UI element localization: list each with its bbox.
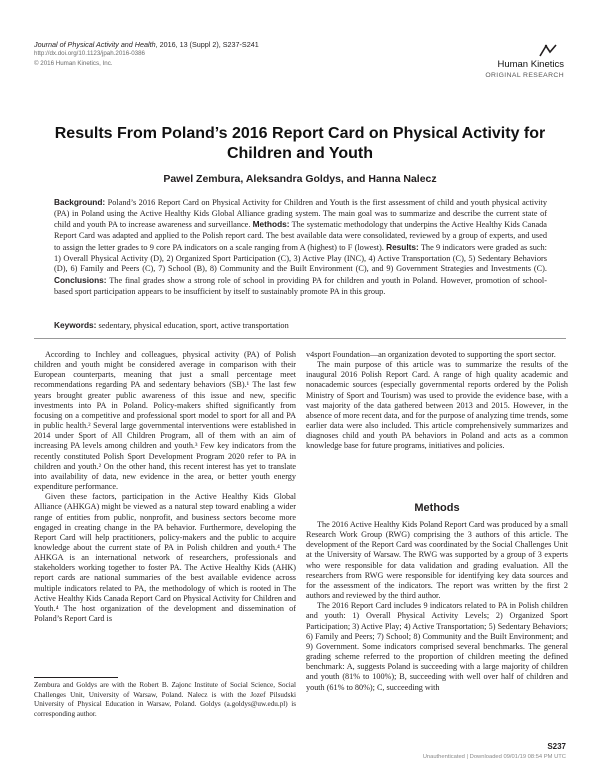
journal-name: Journal of Physical Activity and Health — [34, 40, 156, 49]
article-type: ORIGINAL RESEARCH — [485, 72, 564, 79]
abstract-results-label: Results: — [386, 241, 419, 252]
body-paragraph: The main purpose of this article was to summarize the results of the inaugural 2016 Polish Report Card. A range of high quality academic and nonacademic sources (especially governmental reports ordered by the Polish Ministry of Sport and Tourism) was used to provide the evidence base, with a vast majority of the data gathered between 2013 and 2015. However, in the absence of more recent data, and for the purpose of analyzing time trends, some earlier data were also included. This article comprehensively summarizes and diagnoses child and youth PA behaviors in Poland and acts as a common knowledge base for future programs, initiatives and policies. — [306, 360, 568, 451]
abstract-background-label: Background: — [54, 197, 106, 207]
abstract-methods: The systematic methodology that underpins the Active Healthy Kids Canada Report Card was adapted and applied to the Polish report card. The best available data were consolidated, reviewed by a group of experts, and used to assign the letter grades to 9 core PA indicators on a scale ranging from A (highest) to F (lowest). — [54, 220, 547, 252]
keywords-text: sedentary, physical education, sport, active transportation — [96, 321, 289, 330]
download-watermark: Unauthenticated | Downloaded 09/01/19 08:54 PM UTC — [422, 754, 566, 760]
abstract-background: Poland’s 2016 Report Card on Physical Activity for Children and Youth is the first assessment of child and youth physical activity (PA) in Poland using the Active Healthy Kids Global Alliance grading system. The main goal was to summarize and describe the current state of child and youth PA to increase awareness and surveillance. — [54, 198, 547, 230]
body-paragraph: Given these factors, participation in the Active Healthy Kids Global Alliance (AHKGA) might be viewed as a natural step toward enabling a wider range of entities from public, nonprofit, and business sectors become more engaged in creating change in the PA behavior. Furthermore, developing the Report Card will help practitioners, policy-makers and the public to acquire knowledge about the current state of PA in Polish children and youth.⁴ The AHKGA is an international network of researchers, professionals and stakeholders working together to foster PA. The Active Healthy Kids (AHK) report cards are national summaries of the best available evidence across multiple indicators related to PA, the methodology of which is rooted in The Active Healthy Kids Canada Report Card on Physical Activity for Children and Youth.⁴ The host organization of the development and dissemination of Poland’s Report Card is — [34, 492, 296, 624]
abstract-conclusions-label: Conclusions: — [54, 274, 107, 285]
section-divider — [34, 338, 566, 339]
keywords — [54, 320, 289, 330]
article-title: Results From Poland’s 2016 Report Card on Physical Activity for Children and Youth — [54, 125, 546, 162]
publisher-name: Human Kinetics — [497, 59, 564, 70]
body-paragraph: The 2016 Report Card includes 9 indicators related to PA in Polish children and youth: 1) Overall Physical Activity Levels; 2) Organized Sport Participation; 3) Active Play; 4) Active Transportation; 5) Sedentary Behaviors; 6) Family and Peers; 7) School; 8) Community and the Built Environment; and 9) Government. Some indicators comprised several benchmarks. The general grading scheme referred to the proportion of children meeting the defined benchmark: A, suggests Poland is succeeding with a large majority of children and youth (81% to 100%); B, succeeding with well over half of children and youth (61% to 80%); C, succeeding with — [306, 601, 568, 692]
doi-link[interactable]: http://dx.doi.org/10.1123/jpah.2016-0386 — [34, 50, 146, 57]
journal-citation — [34, 40, 259, 49]
abstract-methods-label: Methods: — [252, 219, 290, 230]
page-number: S237 — [547, 742, 566, 751]
abstract-conclusions: The final grades show a strong role of school in providing PA for children and youth in Poland. However, promotion of school-based sport participation appears to be insufficient by itself to sustainably promote PA in this group. — [54, 275, 547, 296]
author-affiliation-footnote: Zembura and Goldys are with the Robert B. Zajonc Institute of Social Science, Social Challenges Unit, University of Warsaw, Poland. Nalecz is with the Jozef Pilsudski University of Physical Education in Warsaw, Poland. Goldys (a.goldys@uw.edu.pl) is corresponding author. — [34, 681, 296, 718]
keywords-label: Keywords: — [54, 320, 97, 330]
section-heading-methods: Methods — [414, 502, 460, 514]
human-kinetics-logo-icon — [538, 44, 558, 58]
body-paragraph: According to Inchley and colleagues, physical activity (PA) of Polish children and youth might be considered average in comparison with their European counterparts, meaning that just a small percentage meet recommendations regarding PA and sedentary behaviors (SB).¹ The last few years brought greater public awareness of this issue and new, specific investments into PA in Poland. Policy-makers shifted significantly from focusing on a competitive and professional sport model to sport for all and PA in public health.² Several large governmental interventions were established in 2014 under Sport of All Children Program, all of them with an aim of increasing PA levels among children and youth.³ Few key indicators from the recently constituted Polish Sport Development Program 2020 refer to PA in children and youth.² On the other hand, this recent interest has yet to translate into availability of data, new evidence in the area, or better youth energy expenditure performance. — [34, 350, 296, 492]
author-list: Pawel Zembura, Aleksandra Goldys, and Hanna Nalecz — [163, 173, 437, 185]
body-column-left — [34, 350, 296, 624]
citation-details: , 2016, 13 (Suppl 2), S237-S241 — [155, 40, 259, 49]
body-column-right — [306, 350, 568, 452]
abstract — [54, 197, 547, 297]
abstract-results: The 9 indicators were graded as such: 1) Overall Physical Activity (D), 2) Organized Sport Participation (C), 3) Active Play (INC), 4) Active Transportation (C), 5) Sedentary Behaviors (D), 6) Family and Peers (C), 7) School (B), 8) Community and the Built Environment (C), and 9) Government Strategies and Investments (C). — [54, 242, 547, 274]
body-paragraph: The 2016 Active Healthy Kids Poland Report Card was produced by a small Research Work Group (RWG) comprising the 3 authors of this article. The development of the Report Card was coordinated by the Social Challenges Unit at the University of Warsaw. The RWG was supported by a group of 3 experts who were responsible for data validation and grading evaluation. All the researchers from RWG were responsible for identifying key data sources and for the assessment of the indicators. The report was written by the first 2 authors and reviewed by the third author. — [306, 520, 568, 601]
body-paragraph: v4sport Foundation—an organization devoted to supporting the sport sector. — [306, 350, 556, 359]
footnote-rule — [34, 677, 118, 678]
body-column-right-methods — [306, 520, 568, 693]
copyright: © 2016 Human Kinetics, Inc. — [34, 60, 113, 67]
